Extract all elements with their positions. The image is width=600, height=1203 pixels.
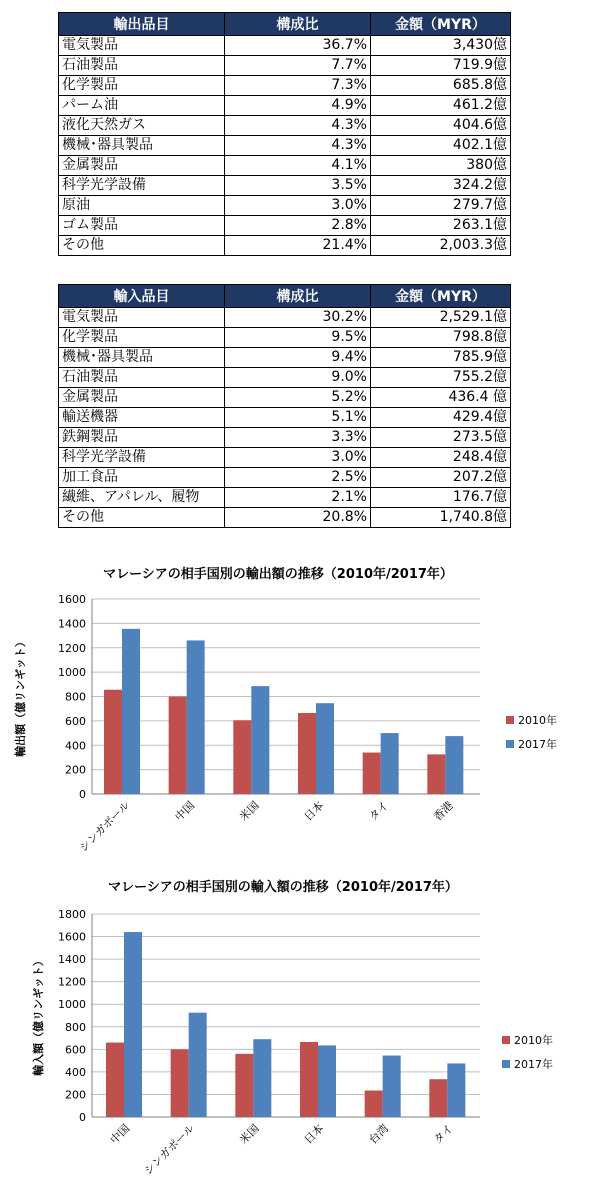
amount-value: 785.9億 [371,348,511,368]
y-tick-label: 1200 [58,975,86,989]
legend-swatch-2017 [502,1060,510,1068]
table-row [59,176,511,196]
table-row [59,76,511,96]
item-name: 液化天然ガス [59,116,225,136]
table-row [59,196,511,216]
y-tick-label: 600 [65,714,86,728]
legend-label: 2017年 [518,738,557,751]
y-tick-label: 400 [65,1065,86,1079]
item-name: 機械･器具製品 [59,348,225,368]
item-name: 金属製品 [59,156,225,176]
import-chart-svg [0,872,600,1197]
x-tick-label: タイ [431,1121,456,1147]
y-tick-label: 0 [79,788,86,801]
share-value: 4.3% [225,116,371,136]
table-row [59,448,511,468]
bar-2010 [106,1043,124,1117]
bar-2017 [124,932,142,1117]
bar-2017 [251,686,269,794]
bar-2010 [300,1042,318,1117]
amount-value: 248.4億 [371,448,511,468]
import-chart [0,872,600,1197]
import-table [58,284,511,528]
bar-2017 [253,1039,271,1117]
y-tick-label: 1400 [58,617,86,631]
amount-value: 436.4 億 [371,388,511,408]
share-value: 2.5% [225,468,371,488]
item-name: 繊維、アパレル、履物 [59,488,225,508]
y-tick-label: 600 [65,1043,86,1057]
bar-2010 [235,1054,253,1117]
header-item: 輸出品目 [59,13,225,36]
share-value: 9.4% [225,348,371,368]
share-value: 9.0% [225,368,371,388]
table-row [59,348,511,368]
table-row [59,96,511,116]
header-amount: 金額（MYR） [371,13,511,36]
share-value: 30.2% [225,308,371,328]
x-tick-label: 香港 [431,798,456,824]
amount-value: 2,003.3億 [371,236,511,256]
share-value: 3.0% [225,196,371,216]
bar-2017 [381,733,399,794]
amount-value: 719.9億 [371,56,511,76]
y-tick-label: 1200 [58,641,86,655]
y-tick-label: 200 [65,763,86,777]
x-tick-label: 日本 [301,1121,327,1147]
item-name: パーム油 [59,96,225,116]
share-value: 36.7% [225,36,371,56]
legend-label: 2010年 [514,1034,553,1047]
amount-value: 798.8億 [371,328,511,348]
amount-value: 207.2億 [371,468,511,488]
header-share: 構成比 [225,285,371,308]
share-value: 3.5% [225,176,371,196]
item-name: 科学光学設備 [59,176,225,196]
item-name: 化学製品 [59,328,225,348]
y-tick-label: 1400 [58,953,86,967]
item-name: ゴム製品 [59,216,225,236]
amount-value: 3,430億 [371,36,511,56]
x-tick-label: 中国 [107,1121,133,1147]
amount-value: 404.6億 [371,116,511,136]
bar-2017 [445,736,463,794]
legend-swatch-2010 [502,1036,510,1044]
bar-2010 [171,1049,189,1117]
x-tick-label: 米国 [237,1121,262,1147]
bar-2010 [429,1079,447,1117]
item-name: 原油 [59,196,225,216]
x-tick-label: シンガポール [76,798,133,855]
y-tick-label: 1800 [58,908,86,921]
table-row [59,488,511,508]
item-name: 電気製品 [59,36,225,56]
header-share: 構成比 [225,13,371,36]
x-tick-label: 日本 [301,798,327,824]
table-row [59,468,511,488]
export-chart [0,558,600,858]
x-tick-label: 台湾 [366,1121,392,1147]
table-row [59,36,511,56]
table-row [59,236,511,256]
export-table-header [59,13,511,36]
export-table [58,12,511,256]
header-amount: 金額（MYR） [371,285,511,308]
amount-value: 461.2億 [371,96,511,116]
share-value: 7.3% [225,76,371,96]
item-name: 鉄鋼製品 [59,428,225,448]
legend-swatch-2010 [506,716,514,724]
share-value: 20.8% [225,508,371,528]
bar-2017 [187,640,205,794]
amount-value: 429.4億 [371,408,511,428]
table-row [59,308,511,328]
y-tick-label: 200 [65,1088,86,1102]
bar-2010 [298,713,316,794]
amount-value: 263.1億 [371,216,511,236]
table-row [59,116,511,136]
amount-value: 176.7億 [371,488,511,508]
item-name: 石油製品 [59,368,225,388]
bar-2010 [104,690,122,794]
item-name: 金属製品 [59,388,225,408]
table-row [59,56,511,76]
bar-2017 [383,1056,401,1117]
amount-value: 402.1億 [371,136,511,156]
bar-2010 [169,697,187,795]
y-axis-label: 輸出額（億リンギット） [14,636,27,757]
amount-value: 2,529.1億 [371,308,511,328]
item-name: 科学光学設備 [59,448,225,468]
share-value: 3.0% [225,448,371,468]
table-row [59,216,511,236]
share-value: 21.4% [225,236,371,256]
item-name: 加工食品 [59,468,225,488]
table-row [59,136,511,156]
chart-title: マレーシアの相手国別の輸入額の推移（2010年/2017年） [108,880,458,895]
bar-2010 [233,720,251,794]
item-name: その他 [59,508,225,528]
import-table-header [59,285,511,308]
bar-2010 [365,1090,383,1117]
legend-label: 2010年 [518,714,557,727]
x-tick-label: タイ [366,798,392,824]
share-value: 4.3% [225,136,371,156]
y-tick-label: 400 [65,739,86,753]
x-tick-label: 中国 [172,798,198,824]
bar-2017 [447,1063,465,1117]
bar-2017 [122,629,140,794]
amount-value: 273.5億 [371,428,511,448]
item-name: 石油製品 [59,56,225,76]
table-row [59,408,511,428]
y-tick-label: 1600 [58,930,86,944]
y-axis-label: 輸入額（億リンギット） [32,955,45,1076]
y-tick-label: 800 [65,1020,86,1034]
amount-value: 279.7億 [371,196,511,216]
y-tick-label: 1000 [58,666,86,680]
bar-2010 [363,753,381,794]
export-chart-svg [0,558,600,858]
table-row [59,328,511,348]
share-value: 3.3% [225,428,371,448]
share-value: 2.1% [225,488,371,508]
table-row [59,368,511,388]
legend-swatch-2017 [506,740,514,748]
table-row [59,428,511,448]
share-value: 5.1% [225,408,371,428]
legend-label: 2017年 [514,1058,553,1071]
item-name: 電気製品 [59,308,225,328]
share-value: 2.8% [225,216,371,236]
bar-2017 [189,1013,207,1117]
amount-value: 324.2億 [371,176,511,196]
table-row [59,508,511,528]
amount-value: 1,740.8億 [371,508,511,528]
y-tick-label: 800 [65,690,86,704]
table-row [59,156,511,176]
item-name: 機械･器具製品 [59,136,225,156]
item-name: 化学製品 [59,76,225,96]
item-name: その他 [59,236,225,256]
x-tick-label: シンガポール [141,1121,198,1178]
share-value: 9.5% [225,328,371,348]
y-tick-label: 0 [79,1111,86,1124]
share-value: 4.1% [225,156,371,176]
share-value: 7.7% [225,56,371,76]
y-tick-label: 1600 [58,593,86,606]
chart-title: マレーシアの相手国別の輸出額の推移（2010年/2017年） [103,567,453,582]
table-row [59,388,511,408]
amount-value: 685.8億 [371,76,511,96]
share-value: 4.9% [225,96,371,116]
bar-2017 [318,1045,336,1117]
x-tick-label: 米国 [237,798,262,824]
item-name: 輸送機器 [59,408,225,428]
bar-2017 [316,703,334,794]
amount-value: 755.2億 [371,368,511,388]
share-value: 5.2% [225,388,371,408]
header-item: 輸入品目 [59,285,225,308]
y-tick-label: 1000 [58,998,86,1012]
amount-value: 380億 [371,156,511,176]
bar-2010 [427,754,445,794]
